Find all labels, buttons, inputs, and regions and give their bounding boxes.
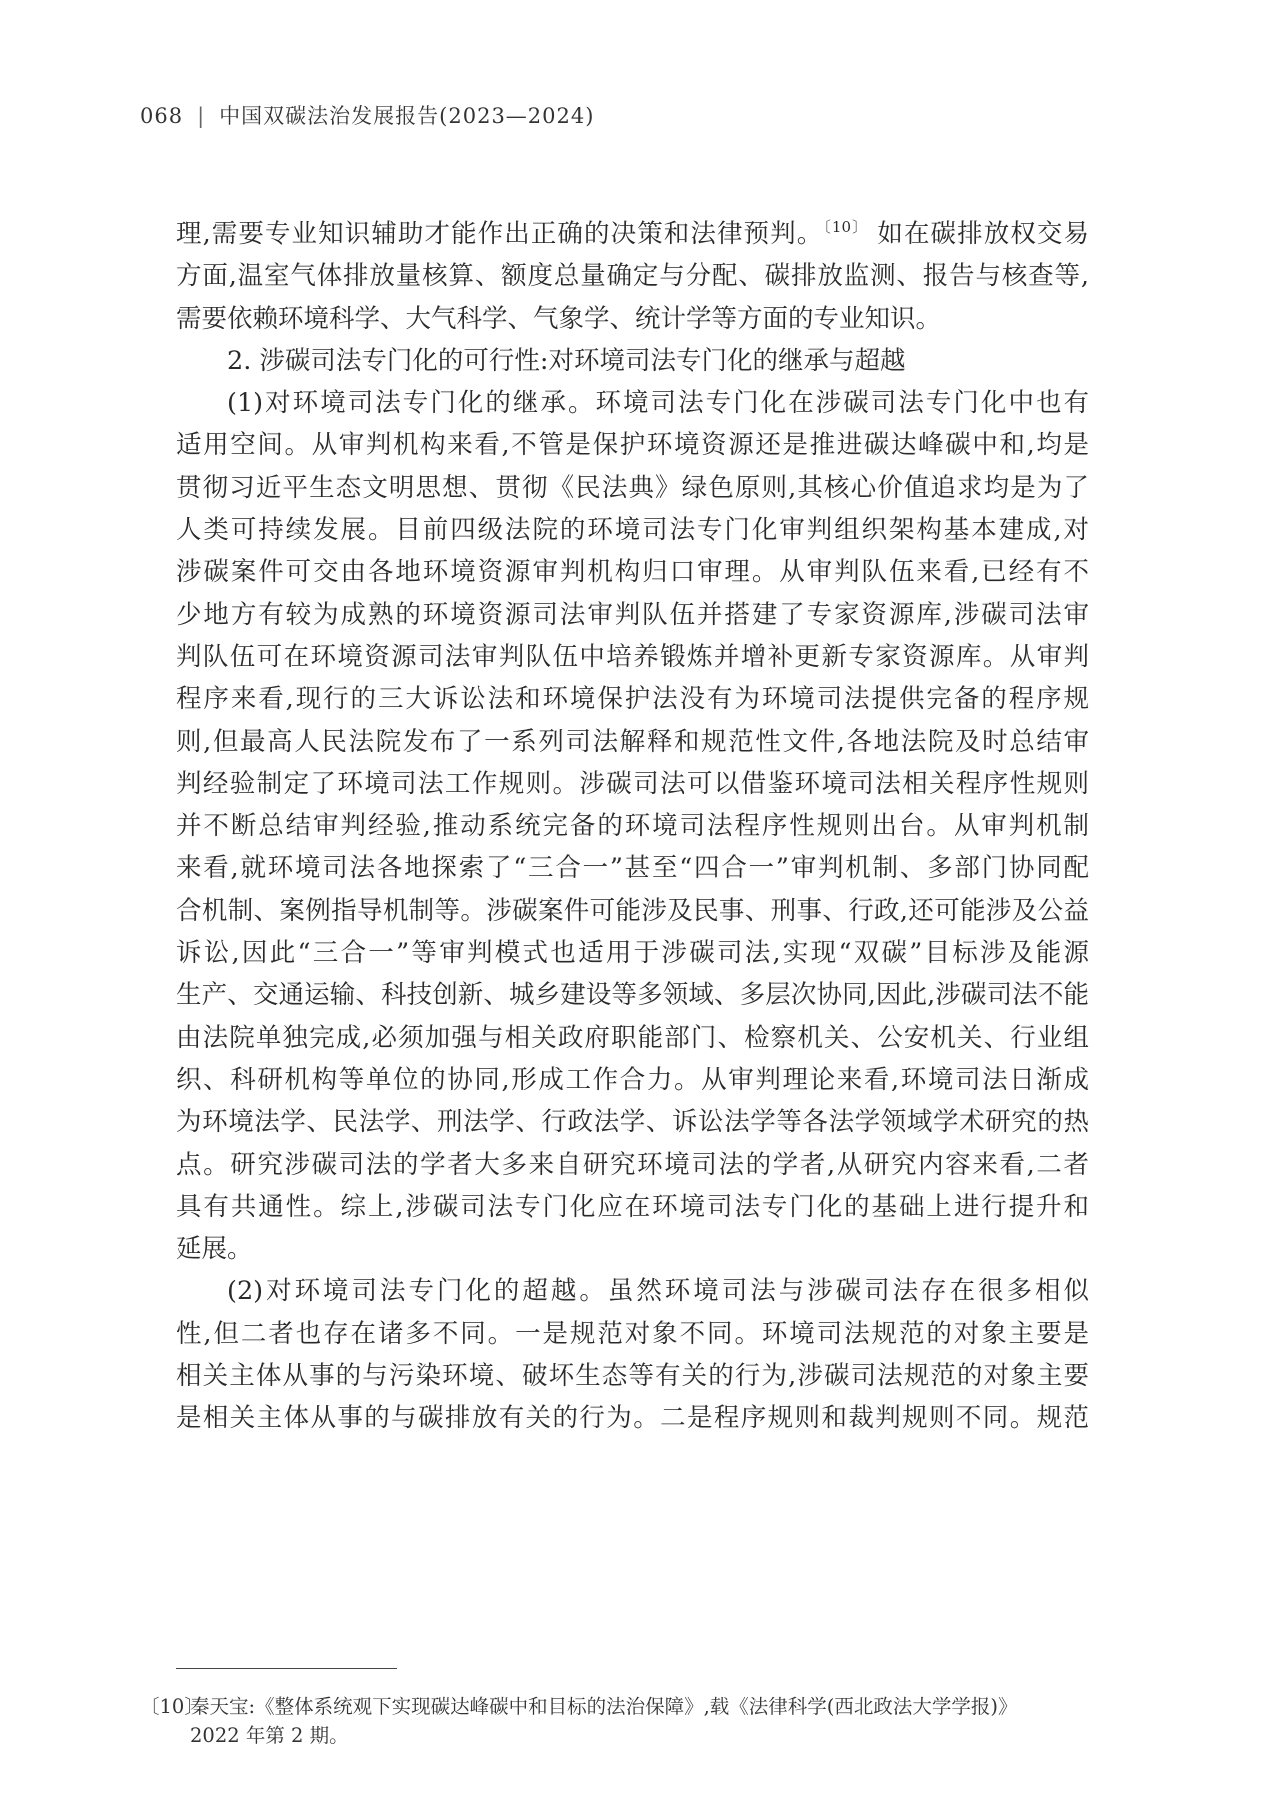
footnote-divider bbox=[176, 1668, 397, 1669]
text-line bbox=[176, 551, 1089, 593]
line-text: 具有共通性。综上,涉碳司法专门化应在环境司法专门化的基础上进行提升和 bbox=[176, 1191, 1089, 1222]
text-line bbox=[176, 1228, 1089, 1270]
header-separator: | bbox=[197, 104, 206, 128]
line-text: 人类可持续发展。目前四级法院的环境司法专门化审判组织架构基本建成,对 bbox=[176, 515, 1089, 546]
line-text: 为环境法学、民法学、刑法学、行政法学、诉讼法学等各法学领域学术研究的热 bbox=[176, 1107, 1089, 1138]
line-text: 判经验制定了环境司法工作规则。涉碳司法可以借鉴环境司法相关程序性规则 bbox=[176, 768, 1089, 799]
line-text: 来看,就环境司法各地探索了“三合一”甚至“四合一”审判机制、多部门协同配 bbox=[176, 853, 1089, 884]
text-line bbox=[176, 1313, 1089, 1355]
page-number: 068 bbox=[140, 104, 184, 128]
text-line bbox=[176, 1101, 1089, 1143]
line-text: 诉讼,因此“三合一”等审判模式也适用于涉碳司法,实现“双碳”目标涉及能源 bbox=[176, 938, 1089, 969]
line-text: 则,但最高人民法院发布了一系列司法解释和规范性文件,各地法院及时总结审 bbox=[176, 726, 1089, 757]
text-line bbox=[176, 1017, 1089, 1059]
line-text: 生产、交通运输、科技创新、城乡建设等多领域、多层次协同,因此,涉碳司法不能 bbox=[176, 980, 1089, 1011]
text-line bbox=[176, 467, 1089, 509]
line-text: 相关主体从事的与污染环境、破坏生态等有关的行为,涉碳司法规范的对象主要 bbox=[176, 1361, 1089, 1392]
footnote-reference[interactable]: 〔10〕 bbox=[823, 218, 869, 236]
line-text: 并不断总结审判经验,推动系统完备的环境司法程序性规则出台。从审判机制 bbox=[176, 811, 1089, 842]
line-text: 程序来看,现行的三大诉讼法和环境保护法没有为环境司法提供完备的程序规 bbox=[176, 684, 1089, 715]
line-text: 需要依赖环境科学、大气科学、气象学、统计学等方面的专业知识。 bbox=[176, 303, 942, 334]
running-header bbox=[140, 100, 594, 130]
footnote-area bbox=[140, 1692, 1090, 1750]
text-line bbox=[176, 1059, 1089, 1101]
line-text: 理,需要专业知识辅助才能作出正确的决策和法律预判。 bbox=[176, 219, 824, 249]
line-text-continued: 如在碳排放权交易 bbox=[868, 219, 1089, 249]
line-text: 判队伍可在环境资源司法审判队伍中培养锻炼并增补更新专家资源库。从审判 bbox=[176, 641, 1089, 672]
text-line bbox=[176, 1270, 1089, 1312]
text-line bbox=[176, 382, 1089, 424]
line-text: (2)对环境司法专门化的超越。虽然环境司法与涉碳司法存在很多相似 bbox=[227, 1276, 1089, 1307]
footnote-line: 2022 年第 2 期。 bbox=[190, 1724, 349, 1747]
main-text bbox=[176, 213, 1089, 1440]
line-text: 延展。 bbox=[176, 1234, 253, 1265]
text-line bbox=[176, 213, 1089, 255]
line-text: 贯彻习近平生态文明思想、贯彻《民法典》绿色原则,其核心价值追求均是为了 bbox=[176, 472, 1089, 503]
line-text: 适用空间。从审判机构来看,不管是保护环境资源还是推进碳达峰碳中和,均是 bbox=[176, 430, 1089, 461]
line-text: 性,但二者也存在诸多不同。一是规范对象不同。环境司法规范的对象主要是 bbox=[176, 1318, 1089, 1349]
text-line bbox=[176, 1355, 1089, 1397]
text-line bbox=[176, 340, 1089, 382]
text-line bbox=[176, 424, 1089, 466]
line-text: 少地方有较为成熟的环境资源司法审判队伍并搭建了专家资源库,涉碳司法审 bbox=[176, 599, 1089, 630]
text-line bbox=[176, 1397, 1089, 1439]
text-line bbox=[176, 805, 1089, 847]
line-text: 是相关主体从事的与碳排放有关的行为。二是程序规则和裁判规则不同。规范 bbox=[176, 1403, 1089, 1434]
line-text: 点。研究涉碳司法的学者大多来自研究环境司法的学者,从研究内容来看,二者 bbox=[176, 1149, 1089, 1180]
text-line bbox=[176, 1186, 1089, 1228]
text-line bbox=[176, 721, 1089, 763]
line-text: 织、科研机构等单位的协同,形成工作合力。从审判理论来看,环境司法日渐成 bbox=[176, 1064, 1089, 1095]
footnote bbox=[140, 1692, 1090, 1750]
text-line bbox=[176, 594, 1089, 636]
book-title: 中国双碳法治发展报告(2023—2024) bbox=[219, 104, 595, 128]
line-text: 2. 涉碳司法专门化的可行性:对环境司法专门化的继承与超越 bbox=[227, 345, 906, 376]
text-line bbox=[176, 636, 1089, 678]
text-line bbox=[176, 1144, 1089, 1186]
text-line bbox=[176, 678, 1089, 720]
text-line bbox=[176, 255, 1089, 297]
footnote-line: 秦天宝:《整体系统观下实现碳达峰碳中和目标的法治保障》,载《法律科学(西北政法大学学报)》 bbox=[190, 1695, 1018, 1718]
text-line bbox=[176, 974, 1089, 1016]
line-text: 涉碳案件可交由各地环境资源审判机构归口审理。从审判队伍来看,已经有不 bbox=[176, 557, 1089, 588]
text-line bbox=[176, 932, 1089, 974]
line-text: (1)对环境司法专门化的继承。环境司法专门化在涉碳司法专门化中也有 bbox=[227, 388, 1089, 419]
text-line bbox=[176, 847, 1089, 889]
line-text: 合机制、案例指导机制等。涉碳案件可能涉及民事、刑事、行政,还可能涉及公益 bbox=[176, 895, 1089, 926]
text-line bbox=[176, 509, 1089, 551]
text-line bbox=[176, 763, 1089, 805]
line-text: 方面,温室气体排放量核算、额度总量确定与分配、碳排放监测、报告与核查等, bbox=[176, 261, 1089, 292]
footnote-mark: 〔10〕 bbox=[140, 1695, 204, 1718]
line-text: 由法院单独完成,必须加强与相关政府职能部门、检察机关、公安机关、行业组 bbox=[176, 1022, 1089, 1053]
text-line bbox=[176, 890, 1089, 932]
footnote-text bbox=[190, 1692, 1090, 1750]
text-line bbox=[176, 298, 1089, 340]
